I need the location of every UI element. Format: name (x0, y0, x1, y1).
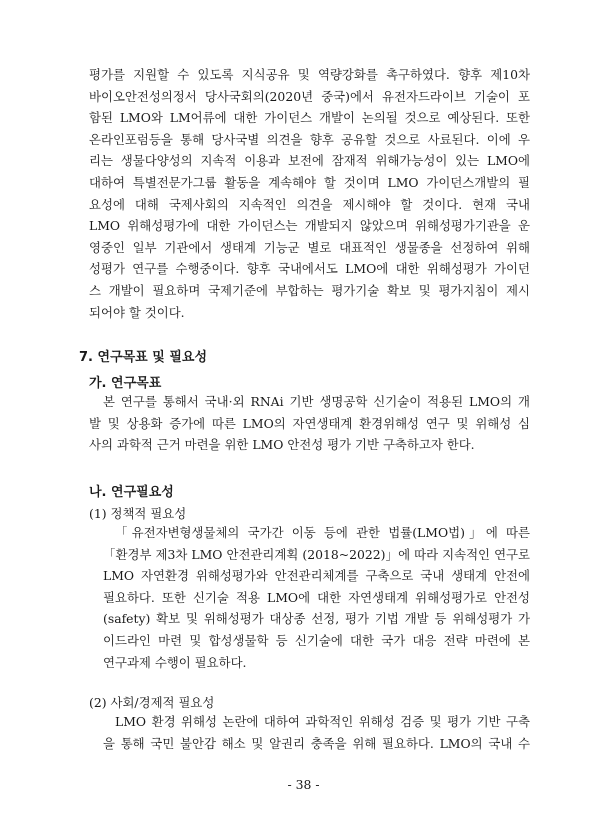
text-line: 발 및 상용화 증가에 따른 LMO의 자연생태계 환경위해성 연구 및 위해성 심 (89, 415, 530, 431)
policy-necessity-paragraph (103, 522, 530, 673)
text-line: 스 개발이 필요하며 국제기준에 부합하는 평가기술 확보 및 평가지침이 제시 (89, 282, 530, 298)
text-line: 대하여 특별전문가그룹 활동을 계속해야 할 것이며 LMO 가이던스개발의 필 (89, 174, 530, 190)
item-1-heading: (1) 정책적 필요성 (89, 506, 187, 521)
section-7-heading: 7. 연구목표 및 필요성 (79, 350, 208, 365)
text-line: LMO 자연환경 위해성평가와 안전관리체계를 구축으로 국내 생태계 안전에 (103, 568, 530, 584)
intro-paragraph (89, 64, 530, 323)
text-line: LMO 환경 위해성 논란에 대하여 과학적인 위해성 검증 및 평가 기반 구축 (115, 714, 530, 729)
text-line: 평가를 지원할 수 있도록 지식공유 및 역량강화를 촉구하였다. 향후 제10차 (89, 67, 530, 82)
text-line: 필요하다. 또한 신기술 적용 LMO에 대한 자연생태계 위해성평가로 안전성 (103, 589, 530, 605)
text-line: 연구과제 수행이 필요하다. (103, 654, 247, 670)
research-goal-paragraph (89, 391, 530, 456)
subsection-ga-heading: 가. 연구목표 (89, 376, 162, 391)
text-line: 「환경부 제3차 LMO 안전관리계획 (2018~2022)」에 따라 지속적인 연구로 (103, 546, 530, 562)
text-line: LMO 위해성평가에 대한 가이던스는 개발되지 않았으며 위해성평가기관을 운 (89, 218, 530, 234)
text-line: 바이오안전성의정서 당사국회의(2020년 중국)에서 유전자드라이브 기술이 포 (89, 88, 530, 104)
text-line: 함된 LMO와 LM어류에 대한 가이던스 개발이 논의될 것으로 예상된다. 또한 (89, 110, 530, 126)
item-2-heading: (2) 사회/경제적 필요성 (89, 695, 215, 710)
text-line: 이드라인 마련 및 합성생물학 등 신기술에 대한 국가 대응 전략 마련에 본 (103, 632, 530, 648)
text-line: 리는 생물다양성의 지속적 이용과 보전에 잠재적 위해가능성이 있는 LMO에 (89, 153, 530, 169)
text-line: 「유전자변형생물체의 국가간 이동 등에 관한 법률(LMO법)」에 따른 (115, 525, 530, 540)
social-necessity-paragraph (103, 711, 530, 754)
text-line: 온라인포럼등을 통해 당사국별 의견을 향후 공유할 것으로 사료된다. 이에 우 (89, 131, 530, 147)
text-line: (safety) 확보 및 위해성평가 대상종 선정, 평가 기법 개발 등 위해성평가 가 (103, 611, 530, 627)
text-line: 성평가 연구를 수행중이다. 향후 국내에서도 LMO에 대한 위해성평가 가이던 (89, 261, 530, 277)
text-line: 영중인 일부 기관에서 생태계 기능군 별로 대표적인 생물종을 선정하여 위해 (89, 239, 530, 255)
text-line: 되어야 할 것이다. (89, 304, 185, 320)
text-line: 요성에 대해 국제사회의 지속적인 의견을 제시해야 할 것이다. 현재 국내 (89, 196, 530, 212)
text-line: 을 통해 국민 불안감 해소 및 알권리 충족을 위해 필요하다. LMO의 국내 수 (103, 735, 530, 751)
subsection-na-heading: 나. 연구필요성 (89, 485, 174, 500)
page-number: - 38 - (287, 777, 320, 792)
text-line: 본 연구를 통해서 국내·외 RNAi 기반 생명공학 신기술이 적용된 LMO의 개 (103, 394, 530, 409)
text-line: 사의 과학적 근거 마련을 위한 LMO 안전성 평가 기반 구축하고자 한다. (89, 437, 475, 453)
